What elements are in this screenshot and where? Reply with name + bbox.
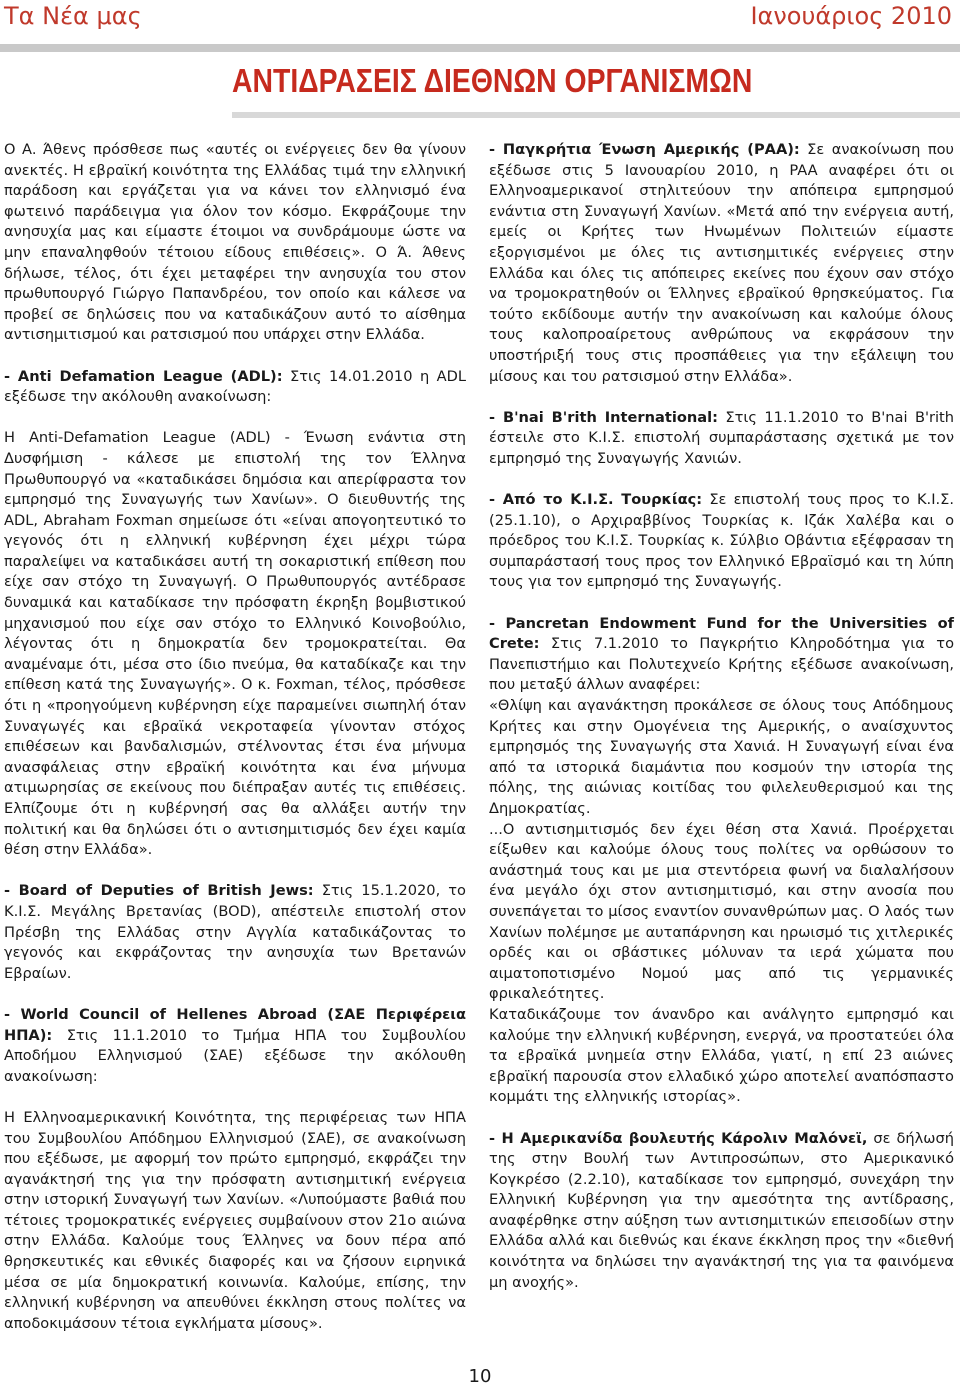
- turkey-lead: - Από το Κ.Ι.Σ. Τουρκίας:: [489, 491, 703, 509]
- left-column: [4, 140, 466, 1334]
- sae-text: Στις 11.1.2010 το Τμήμα ΗΠΑ του Συμβουλίου Αποδήμου Ελληνισμού (ΣΑΕ) εξέδωσε την ακόλουθη ανακοίνωση:: [4, 1026, 466, 1085]
- section-title: ΑΝΤΙΔΡΑΣΕΙΣ ΔΙΕΘΝΩΝ ΟΡΓΑΝΙΣΜΩΝ: [232, 62, 753, 99]
- pancretan-lead: - Pancretan Endowment Fund for the Universities of Crete:: [489, 614, 954, 653]
- pancretan-quote-2: ...Ο αντισημιτισμός δεν έχει θέση στα Χανιά. Προέρχεται είξωθεν και καλούμε όλους τους πολίτες να ορθώσουν το ανάστημά τους και με μια στεντόρεια φωνή να διαλαλήσουν ένα μεγάλο όχι στον αντισημιτισμό, και στην ανοσία που συνεπάγεται το μίσος εναντίον συνανθρώπων μας. Ο λαός των Χανίων πολέμησε με αυταπάρνηση και ηρωισμό τις χιτλερικές ορδές και οι σβάστικες μόλυναν τα ιερά χώματα που αιματοποτισμένο Νομού μας από τις γερμανικές φρικαλεότητες.: [489, 820, 954, 1003]
- turkey-text: Σε επιστολή τους προς το Κ.Ι.Σ. (25.1.10), ο Αρχιραββίνος Τουρκίας κ. Ιζάκ Χαλέβα και ο πρόεδρος του Κ.Ι.Σ. Τουρκίας κ. Σύλβιο Οβάντια εξέφρασαν τη συμπαράστασή τους προς τον Ελληνικό Εβραϊσμό και τη λύπη τους για τον εμπρησμό της Συναγωγής.: [489, 491, 954, 591]
- raa-text: Σε ανακοίνωση που εξέδωσε στις 5 Ιανουαρίου 2010, η PAA αναφέρει ότι οι Ελληνοαμερικανοί στηλιτεύουν την απόπειρα εμπρησμού ενάντια στη Συναγωγή Χανίων. «Μετά από την ενέργεια αυτή, εμείς οι Κρήτες των Ηνωμένων Πολιτειών είμαστε εξοργισμένοι με όλες τις αντισημιτικές ενέργειες στην Ελλάδα και όλες τις απόπειρες εκείνες που έχουν σαν στόχο να τρομοκρατηθούν οι Έλληνες εβραϊκού θρησκεύματος. Για τούτο εκδίδουμε αυτήν την ανακοίνωση και καλούμε όλους τους καλοπροαίρετους ανθρώπους να εκφράσουν την υποστήριξή τους στις προσπάθειες για την εξάλειψη του μίσους και του ρατσισμού στην Ελλάδα».: [489, 141, 954, 385]
- athens-statement: Ο Α. Άθενς πρόσθεσε πως «αυτές οι ενέργειες δεν θα γίνουν ανεκτές. Η εβραϊκή κοινότητα της Ελλάδας τιμά την ελληνική παράδοση και εργάζεται για να κάνει τον ελληνισμό ένα φωτεινό παράδειγμα για όλον τον κόσμο. Εκφράζουμε την ανησυχία μας και είμαστε έτοιμοι να συνδράμουμε ώστε να μην επαναληφθούν τέτοιου είδους επιθέσεις». Ο Ά. Άθενς δήλωσε, τέλος, ότι έχει μεταφέρει την ανησυχία του στον πρωθυπουργό Γιώργο Παπανδρέου, τον οποίο και κάλεσε να προβεί σε δηλώσεις που να καταδικάζουν αυτό το αίσθημα αντισημιτισμού και ρατσισμού που υπάρχει στην Ελλάδα.: [4, 141, 466, 344]
- bod-paragraph: [4, 881, 466, 984]
- bnai-text: Στις 11.1.2010 το B'nai B'rith έστειλε στο Κ.Ι.Σ. επιστολή συμπαράστασης σχετικά με τον εμπρησμό της Συναγωγής Χανιών.: [489, 408, 955, 467]
- right-column: [489, 140, 954, 1293]
- sae-lead: - World Council of Hellenes Abroad (ΣΑΕ Περιφέρεια ΗΠΑ):: [4, 1005, 466, 1044]
- sae-quote: Η Ελληνοαμερικανική Κοινότητα, της περιφέρειας των ΗΠΑ του Συμβουλίου Απόδημου Ελληνισμού (ΣΑΕ), σε ανακοίνωση που εξέδωσε, με αφορμή τον πρώτο εμπρησμό, εκφράζει την αγανάκτησή της για την πρόσφατη αντισημιτική ενέργεια στην ιστορική Συναγωγή των Χανίων. «Λυπούμαστε βαθιά που τέτοιες τρομοκρατικές ενέργειες συμβαίνουν στον 21ο αιώνα στην Ελλάδα. Καλούμε τους Έλληνες να δουν πέρα από θρησκευτικές και εθνικές διαφορές και να ζήσουν ειρηνικά μέσα σε μία δημοκρατική κοινωνία. Καλούμε, επίσης, την ελληνική κυβέρνηση να απευθύνει έκκληση στους πολίτες να αποδοκιμάσουν τέτοια εγκλήματα μίσους».: [4, 1108, 466, 1332]
- raa-paragraph: [489, 140, 954, 387]
- raa-lead: - Παγκρήτια Ένωση Αμερικής (ΡΑΑ):: [489, 141, 800, 158]
- maloney-text: σε δήλωσή της στην Βουλή των Αντιπροσώπων, στο Αμερικανικό Κογκρέσο (2.2.10), καταδίκασε τον εμπρησμό, συνεχάρη την Ελληνική Κυβέρνηση για την αμεσότητα της αντίδρασης, αναφέρθηκε στην αύξηση των αντισημιτικών επεισοδίων στην Ελλάδα αλλά και διεθνώς και έκανε έκκληση προς την «διεθνή κοινότητα να δηλώσει την αγανάκτησή της για τα φαινόμενα μη ανοχής».: [489, 1129, 954, 1291]
- bod-text: Στις 15.1.2020, το Κ.Ι.Σ. Μεγάλης Βρετανίας (BOD), απέστειλε επιστολή στον Πρέσβη της Ελλάδας στην Αγγλία καταδικάζοντας το γεγονός και εκφράζοντας την ανησυχία των Βρετανών Εβραίων.: [4, 882, 466, 982]
- publication-title: Τα Νέα μας: [4, 2, 142, 30]
- turkey-paragraph: [489, 490, 954, 593]
- maloney-paragraph: [489, 1129, 954, 1294]
- bnai-paragraph: [489, 408, 954, 470]
- issue-date: Ιανουάριος 2010: [750, 2, 952, 30]
- adl-quote-rest: σημείωσε ότι «είναι απογοητευτικό το γεγονός ότι η ελληνική κυβέρνηση έχει μέχρι τώρα παραλείψει να καταδικάσει αυτή τη σοκαριστική επίθεση που είχε σαν στόχο τη Συναγωγή. Ο Πρωθυπουργός αντέδρασε δυναμικά και καταδίκασε την πρόσφατη έκρηξη βομβιστικού μηχανισμού που είχε σαν στόχο το Ελληνικό Κοινοβούλιο, λέγοντας ότι η δημοκρατία δεν τρομοκρατείται. Θα αναμέναμε ότι, μέσα στο ίδιο πνεύμα, θα καταδίκαζε και την επίθεση κατά της Συναγωγής». Ο κ. Foxman, τέλος, πρόσθεσε ότι η «προηγούμενη κυβέρνηση είχε παραμείνει σιωπηλή όταν Συναγωγές και εβραϊκά νεκροταφεία γίνονταν στόχος επιθέσεων και βανδαλισμών, στέλνοντας έτσι ένα μήνυμα ανασφάλειας στην εβραϊκή κοινότητα και ένα μήνυμα ατιμωρησίας σε εκείνους που διέπραξαν αυτές τις επιθέσεις. Ελπίζουμε ότι η κυβέρνησή σας θα αλλάξει αυτήν την πολιτική και θα δηλώσει ότι ο αντισημιτισμός δεν έχει καμία θέση στην Ελλάδα».: [4, 511, 466, 859]
- pancretan-paragraph: [489, 614, 954, 1108]
- sae-paragraph: [4, 1005, 466, 1087]
- adl-quote: [4, 428, 466, 860]
- bod-lead: - Board of Deputies of British Jews:: [4, 882, 314, 900]
- bnai-lead: - B'nai B'rith International:: [489, 408, 718, 426]
- adl-lead: - Anti Defamation League (ADL):: [4, 367, 283, 385]
- header-band: [0, 44, 960, 52]
- adl-quote-start: Η Anti-Defamation League (ADL) - Ένωση ενάντια στη Δυσφήμιση - κάλεσε με επιστολή της τον Έλληνα Πρωθυπουργό να «καταδικάσει δημόσια και απερίφραστα τον εμπρησμό της Συναγωγής των Χανίων».: [4, 429, 466, 509]
- pancretan-quote-1: «Θλίψη και αγανάκτηση προκάλεσε σε όλους τους Απόδημους Κρήτες και στην Ομογένεια της Αμερικής, ο αναίσχυντος εμπρησμός της Συναγωγής στα Χανιά. Η Συναγωγή είναι ένα από τα ιστορικά διαμάντια που κοσμούν την ιστορία της πόλης, της αιώνιας κοιτίδας του φιλελευθερισμού και της Δημοκρατίας.: [489, 697, 954, 817]
- pancretan-quote-3: Καταδικάζουμε τον άνανδρο και ανάλγητο εμπρησμό και καλούμε την ελληνική κυβέρνηση, ενεργά, να προστατεύει όλα τα εβραϊκά μνημεία στην Ελλάδα, γιατί, η επί 23 αιώνες εβραϊκή παρουσία στον ελλαδικό χώρο αποτελεί αναπόσπαστο κομμάτι της ελληνικής ιστορίας».: [489, 1005, 954, 1106]
- maloney-lead: - Η Αμερικανίδα βουλευτής Κάρολιν Μαλόνεϊ,: [489, 1129, 868, 1147]
- adl-director: Ο διευθυντής της ADL, Abraham Foxman: [4, 491, 466, 529]
- pancretan-text: Στις 7.1.2010 το Παγκρήτιο Κληροδότημα για το Πανεπιστήμιο και Πολυτεχνείο Κρήτης εξέδωσε ανακοίνωση, που μεταξύ άλλων αναφέρει:: [489, 635, 954, 694]
- adl-paragraph: [4, 367, 466, 408]
- title-rule: [232, 112, 960, 118]
- adl-text: Στις 14.01.2010 η ADL εξέδωσε την ακόλουθη ανακοίνωση:: [4, 367, 466, 406]
- page-number: 10: [468, 1366, 492, 1387]
